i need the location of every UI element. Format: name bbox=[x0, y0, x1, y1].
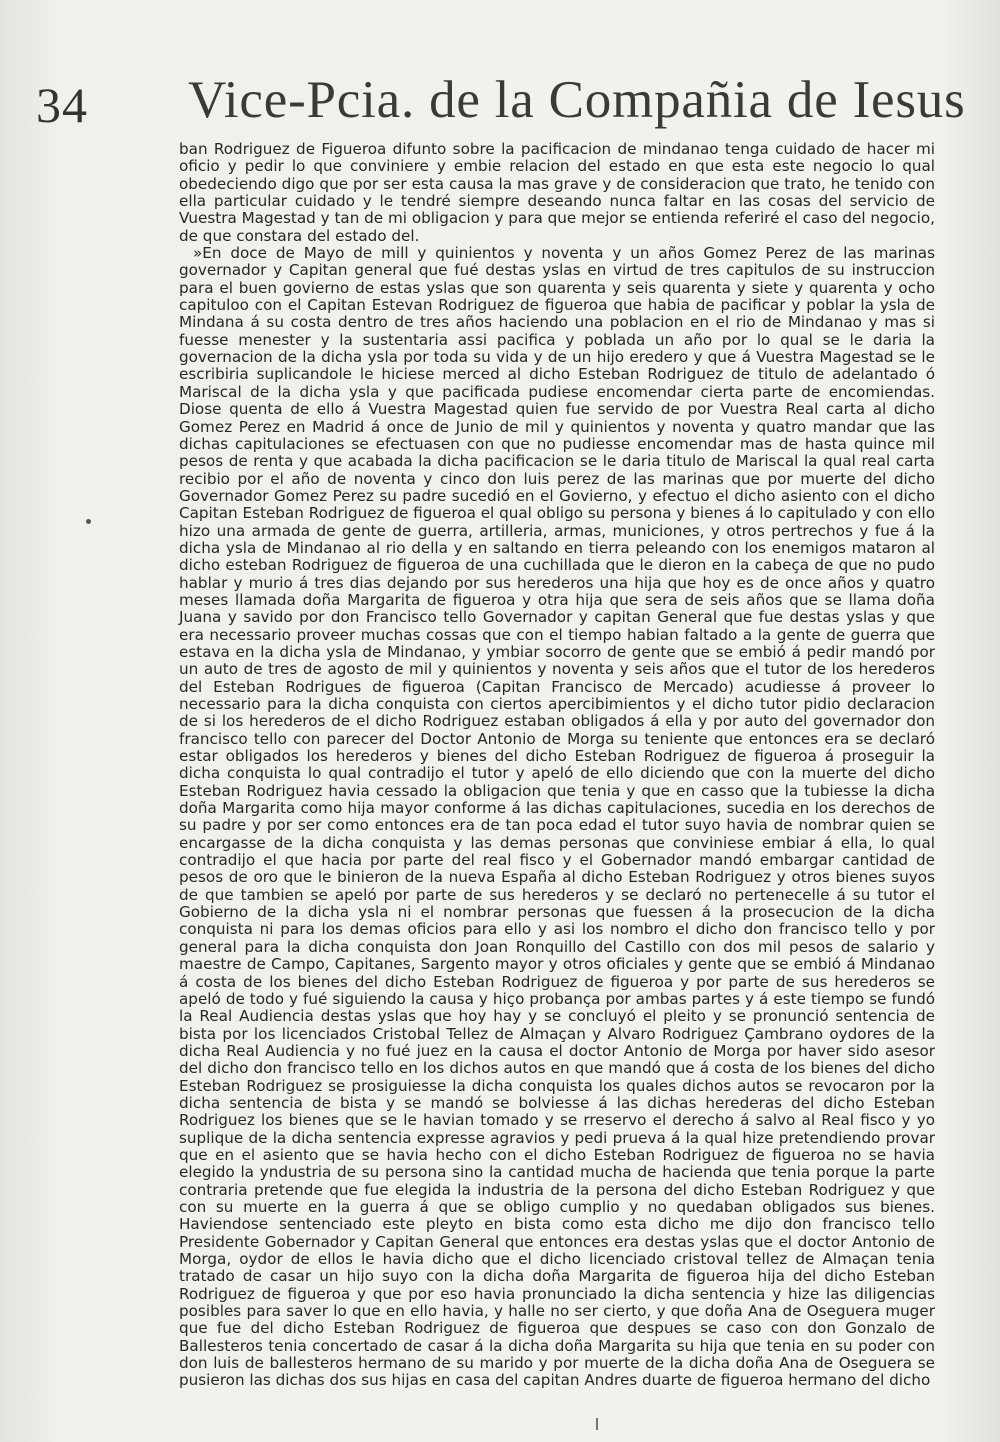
margin-dot-mark bbox=[86, 519, 91, 524]
paragraph-1: ban Rodriguez de Figueroa difunto sobre la pacificacion de mindanao tenga cuidado de hacer mi oficio y pedir lo que conviniere y embie relacion del estado en que esta este negocio lo qual obedeciendo digo que por ser esta causa la mas grave y de consideracion que trato, he tenido con ella particular cuidado y le tendré siempre deseando nunca faltar en las cosas del servicio de Vuestra Magestad y tan de mi obligacion y para que mejor se entienda referiré el caso del negocio, de que constara del estado del. bbox=[179, 140, 935, 245]
footer-mark bbox=[596, 1418, 598, 1430]
running-title: Vice-Pcia. de la Compañia de Iesus bbox=[188, 71, 966, 129]
paragraph-2: »En doce de Mayo de mill y quinientos y noventa y un años Gomez Perez de las marinas governador y Capitan general que fué destas yslas en virtud de tres capitulos de su instruccion para el buen govierno de estas yslas que son quarenta y seis quarenta y siete y quarenta y ocho capituloo con el Capitan Estevan Rodriguez de figueroa que habia de pacificar y poblar la ysla de Mindana á su costa dentro de tres años haciendo una poblacion en el rio de Mindanao y mas si fuesse menester y la sustentaria assi pacifica y poblada un año por lo qual se le daria la governacion de la dicha ysla por toda su vida y de un hijo eredero y que á Vuestra Magestad se le escribiria suplicandole le hiciese merced al dicho Esteban Rodriguez de titulo de adelantado ó Mariscal de la dicha ysla y que pacificada pudiese encomendar cierta parte de encomiendas. Diose quenta de ello á Vuestra Magestad quien fue servido de por Vuestra Real carta al dicho Gomez Perez en Madrid á once de Junio de mil y quinientos y noventa y quatro mandar que las dichas capitulaciones se efectuasen con que no pudiesse encomendar mas de hasta quince mil pesos de renta y que acabada la dicha pacificacion se le daria titulo de Mariscal la qual real carta recibio por el año de noventa y cinco don luis perez de las marinas que por muerte del dicho Governador Gomez Perez su padre sucedió en el Govierno, y efectuo el dicho asiento con el dicho Capitan Esteban Rodriguez de figueroa el qual obligo su persona y bienes á lo capitulado y con ello hizo una armada de gente de guerra, artilleria, armas, municiones, y otros pertrechos y fue á la dicha ysla de Mindanao al rio della y en saltando en tierra peleando con los enemigos mataron al dicho esteban Rodriguez de figueroa de una cuchillada que le dieron en la cabeça de que no pudo hablar y murio á tres dias dejando por sus herederos una hija que hoy es de once años y quatro meses llamada doña Margarita de figueroa y otra hija que sera de seis años que se llama doña Juana y savido por don Francisco tello Governador y capitan General que fue destas yslas y que era necessario proveer muchas cossas que con el tiempo habian faltado a la gente de guerra que estava en la dicha ysla de Mindanao, y ymbiar socorro de gente que se embió á pedir mandó por un auto de tres de agosto de mil y quinientos y noventa y seis años que el tutor de los herederos del Esteban Rodrigues de figueroa (Capitan Francisco de Mercado) acudiesse á proveer lo necessario para la dicha conquista con ciertos apercibimientos y el dicho tutor pidio declaracion de si los herederos de el dicho Rodriguez estaban obligados á ella y por auto del governador don francisco tello con parecer del Doctor Antonio de Morga su teniente que entonces era se declaró estar obligados los herederos y bienes del dicho Esteban Rodriguez de figueroa á proseguir la dicha conquista lo qual contradijo el tutor y apeló de ello diciendo que con la muerte del dicho Esteban Rodriguez havia cessado la obligacion que tenia y que en casso que la tubiesse la dicha doña Margarita como hija mayor conforme á las dichas capitulaciones, sucedia en los derechos de su padre y por ser como entonces era de tan poca edad el tutor suyo havia de nombrar quien se encargasse de la dicha conquista y las demas personas que conviniese embiar á ella, lo qual contradijo el que hacia por parte del real fisco y el Gobernador mandó embargar cantidad de pesos de oro que le binieron de la nueva España al dicho Esteban Rodriguez y otros bienes suyos de que tambien se apeló por parte de sus herederos y se declaró no pertenecelle á su tutor el Gobierno de la dicha ysla ni el nombrar personas que fuessen á la prosecucion de la dicha conquista ni para los demas oficios para ello y asi los nombro el dicho don francisco tello y por general para la dicha conquista don Joan Ronquillo del Castillo con dos mil pesos de salario y maestre de Campo, Capitanes, Sargento mayor y otros oficiales y gente que se embió á Mindanao á costa de los bienes del dicho Esteban Rodriguez de figueroa y por parte de sus herederos se apeló de todo y fué siguiendo la causa y hiço probança por ambas partes y á este tiempo se fundó la Real Audiencia destas yslas que hoy hay y se concluyó el pleito y se pronunció sentencia de bista por los licenciados Cristobal Tellez de Almaçan y Alvaro Rodriguez Çambrano oydores de la dicha Real Audiencia y no fué juez en la causa el doctor Antonio de Morga por haver sido asesor del dicho don francisco tello en los dichos autos en que mandó que á costa de los bienes del dicho Esteban Rodriguez se prosiguiesse la dicha conquista los quales dichos autos se revocaron por la dicha sentencia de bista y se mandó se bolviesse á las dichas herederas del dicho Esteban Rodriguez los bienes que se le havian tomado y se rreservo el derecho á salvo al Real fisco y yo suplique de la dicha sentencia expresse agravios y pedi prueva á la qual hize pretendiendo provar que en el asiento que se havia hecho con el dicho Esteban Rodriguez de figueroa no se havia elegido la yndustria de su persona sino la cantidad mucha de hacienda que tenia porque la parte contraria pretende que fue elegida la industria de la persona del dicho Esteban Rodriguez y que con su muerte en la guerra á que se obligo cumplio y no quedaban obligados sus bienes. Haviendose sentenciado este pleyto en bista como esta dicho me dijo don francisco tello Presidente Gobernador y Capitan General que entonces era destas yslas que el doctor Antonio de Morga, oydor de ellos le havia dicho que el dicho licenciado cristoval tellez de Almaçan tenia tratado de casar un hijo suyo con la dicha doña Margarita de figueroa hija del dicho Esteban Rodriguez de figueroa y que por eso havia pronunciado la dicha sentencia y hize las diligencias posibles para saver lo que en ello havia, y halle no ser cierto, y que doña Ana de Oseguera muger que fue del dicho Esteban Rodriguez de figueroa que despues se caso con don Gonzalo de Ballesteros tenia concertado de casar á la dicha doña Margarita su hija que tenia en su poder con don luis de ballesteros hermano de su marido y por muerte de la dicha doña Ana de Oseguera se pusieron las dichas dos sus hijas en casa del capitan Andres duarte de figueroa hermano del dicho bbox=[179, 244, 935, 1390]
body-text bbox=[179, 141, 935, 1390]
page-number: 34 bbox=[36, 77, 88, 133]
running-head bbox=[36, 62, 966, 142]
